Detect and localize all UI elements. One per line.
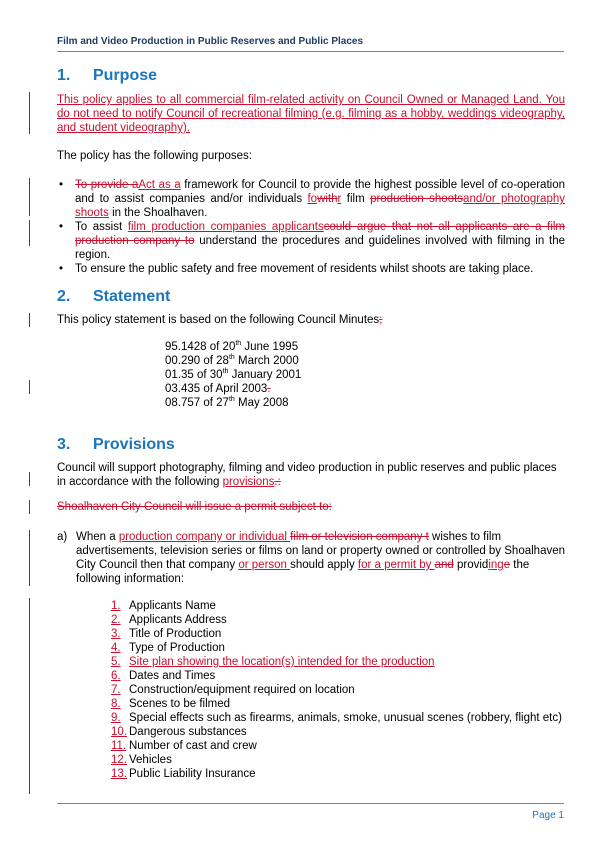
- required-information-list: [111, 599, 565, 781]
- list-item: • To provide aAct as a framework for Council to provide the highest possible level of co-operation and to assist companies and/or individuals fowithr film production shootsand/or photography shoots in the Shoalhaven.: [59, 179, 565, 219]
- change-bar: [29, 598, 30, 794]
- list-item: 8. Scenes to be filmed: [111, 698, 231, 710]
- minute-entry: 03.435 of April 2003.: [165, 383, 271, 395]
- change-bar: [29, 380, 30, 394]
- purpose-intro: This policy applies to all commercial film-related activity on Council Owned or Managed Land. You do not need to notify Council of recreational filming (e.g. filming as a hobby, weddings videography, and student videography).: [57, 94, 565, 134]
- list-item: 10. Dangerous substances: [111, 726, 247, 738]
- list-item: 2. Applicants Address: [111, 614, 227, 626]
- section-heading-purpose: 1. Purpose: [57, 67, 158, 84]
- minute-entry: 95.1428 of 20th June 1995: [165, 340, 299, 353]
- statement-lead: This policy statement is based on the following Council Minutes;: [57, 314, 383, 326]
- change-bar: [29, 178, 30, 216]
- list-item: 13. Public Liability Insurance: [111, 768, 256, 780]
- running-header: Film and Video Production in Public Reserves and Public Places: [57, 36, 564, 52]
- minute-entry: 00.290 of 28th March 2000: [165, 354, 299, 367]
- change-bar: [29, 472, 30, 486]
- list-item: 4. Type of Production: [111, 642, 225, 654]
- list-item: 3. Title of Production: [111, 628, 222, 640]
- change-bar: [29, 313, 30, 327]
- purpose-lead: The policy has the following purposes:: [57, 150, 252, 162]
- section-heading-provisions: 3. Provisions: [57, 436, 175, 453]
- list-item: • To assist film production companies applicantscould argue that not all applicants are a film production company to understand the procedures and guidelines involved with filming in the region.: [59, 221, 566, 261]
- purpose-list: [57, 178, 565, 276]
- change-bar: [29, 500, 30, 514]
- council-minutes-list: [165, 340, 301, 410]
- list-item: 6. Dates and Times: [111, 670, 216, 682]
- provisions-intro: Council will support photography, filming and video production in public reserves and public places in accordance with the following provisions.:: [57, 462, 557, 488]
- list-item: 12. Vehicles: [111, 754, 172, 766]
- section-heading-statement: 2. Statement: [57, 288, 171, 305]
- change-bar: [29, 92, 30, 134]
- list-item: 1. Applicants Name: [111, 600, 216, 612]
- provision-a: a) When a production company or individual film or television company t wishes to film advertisements, television series or films on land or property owned or controlled by Shoalhaven City Council then that company or person should apply for a permit by and providinge the following information:: [57, 531, 566, 585]
- list-item: 7. Construction/equipment required on location: [111, 684, 355, 696]
- list-item: 11. Number of cast and crew: [111, 740, 257, 752]
- change-bar: [29, 530, 30, 586]
- minute-entry: 08.757 of 27th May 2008: [165, 396, 289, 409]
- page-number: Page 1: [532, 810, 564, 821]
- list-item: • To ensure the public safety and free movement of residents whilst shoots are taking place.: [59, 263, 534, 275]
- list-item: 5. Site plan showing the location(s) intended for the production: [111, 656, 435, 668]
- minute-entry: 01.35 of 30th January 2001: [165, 368, 302, 381]
- change-bar: [29, 220, 30, 246]
- footer-rule: [57, 803, 564, 804]
- provisions-permit-deleted: Shoalhaven City Council will issue a permit subject to:: [57, 501, 332, 513]
- list-item: 9. Special effects such as firearms, animals, smoke, unusual scenes (robbery, flight etc): [111, 712, 562, 724]
